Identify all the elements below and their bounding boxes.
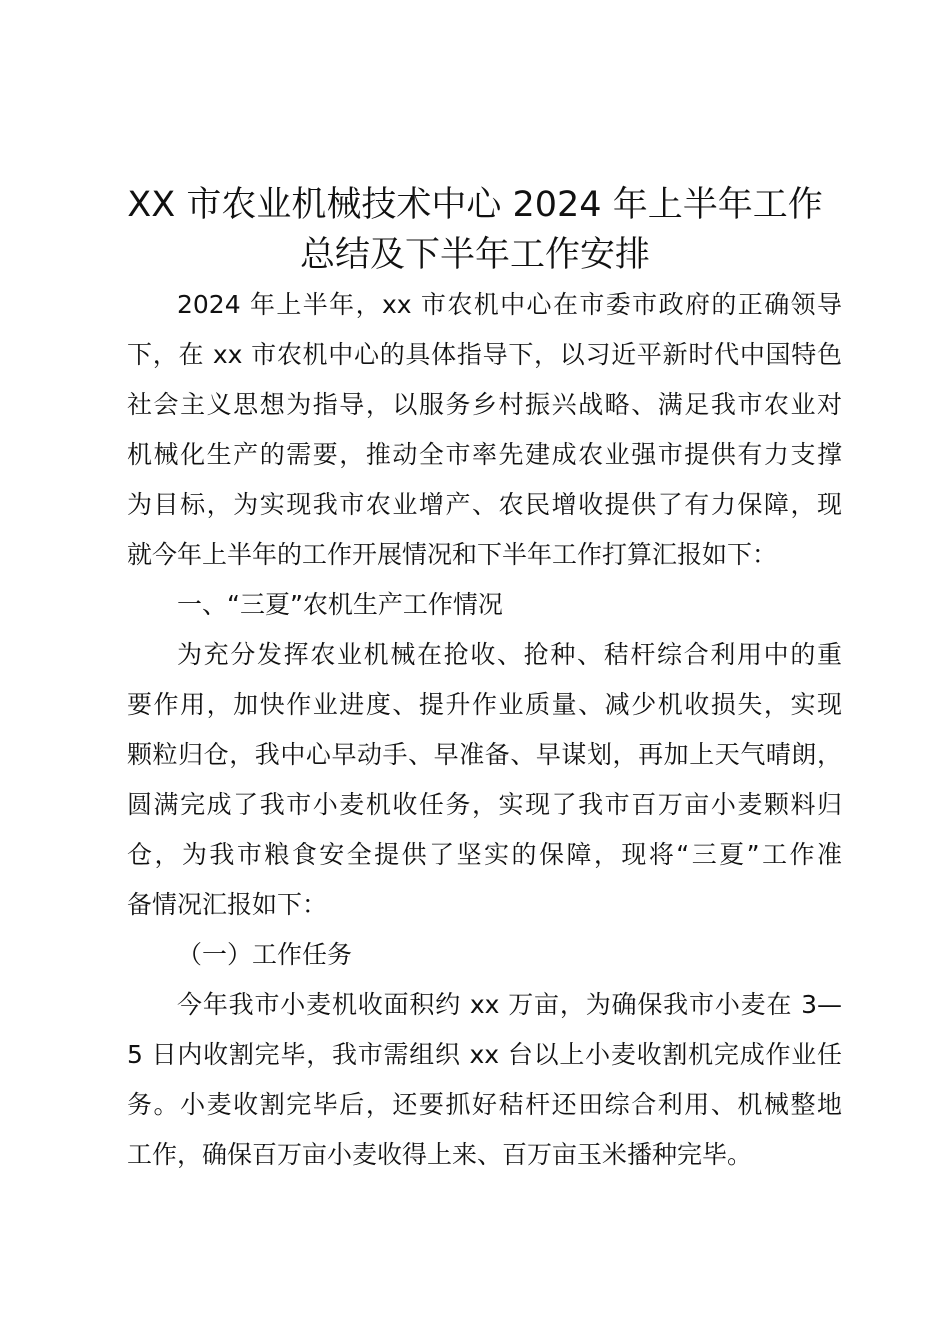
text-line: 下，在 xx 市农机中心的具体指导下，以习近平新时代中国特色 (127, 340, 842, 369)
text-line: 仓，为我市粮食安全提供了坚实的保障，现将“三夏”工作准 (127, 840, 842, 869)
document-title (100, 180, 850, 280)
paragraph-work-tasks (127, 980, 842, 1180)
text-line: 今年我市小麦机收面积约 xx 万亩，为确保我市小麦在 3— (177, 990, 842, 1019)
text-line: 社会主义思想为指导，以服务乡村振兴战略、满足我市农业对 (127, 390, 842, 419)
section-heading-1 (127, 580, 842, 630)
subsection-heading-1 (127, 930, 842, 980)
text-line: 为目标，为实现我市农业增产、农民增收提供了有力保障，现 (127, 490, 842, 519)
text-line: 为充分发挥农业机械在抢收、抢种、秸杆综合利用中的重 (177, 640, 842, 669)
text-line: 5 日内收割完毕，我市需组织 xx 台以上小麦收割机完成作业任 (127, 1040, 842, 1069)
text-line: 备情况汇报如下： (127, 890, 328, 919)
text-line: 2024 年上半年，xx 市农机中心在市委市政府的正确领导 (177, 290, 842, 319)
text-line: 务。小麦收割完毕后，还要抓好秸杆还田综合利用、机械整地 (127, 1090, 842, 1119)
text-line: 机械化生产的需要，推动全市率先建成农业强市提供有力支撑 (127, 440, 842, 469)
heading-line: （一）工作任务 (177, 940, 353, 969)
text-line: 要作用，加快作业进度、提升作业质量、减少机收损失，实现 (127, 690, 842, 719)
document-body (127, 280, 842, 1180)
title-line-2: 总结及下半年工作安排 (299, 235, 650, 275)
paragraph-section-1 (127, 630, 842, 930)
text-line: 圆满完成了我市小麦机收任务，实现了我市百万亩小麦颗料归 (127, 790, 842, 819)
text-line: 就今年上半年的工作开展情况和下半年工作打算汇报如下： (127, 540, 778, 569)
paragraph-intro (127, 280, 842, 580)
heading-line: 一、“三夏”农机生产工作情况 (177, 590, 503, 619)
text-line: 颗粒归仓，我中心早动手、早准备、早谋划，再加上天气晴朗， (127, 740, 842, 769)
text-line: 工作，确保百万亩小麦收得上来、百万亩玉米播种完毕。 (127, 1140, 753, 1169)
title-line-1: XX 市农业机械技术中心 2024 年上半年工作 (127, 185, 823, 225)
